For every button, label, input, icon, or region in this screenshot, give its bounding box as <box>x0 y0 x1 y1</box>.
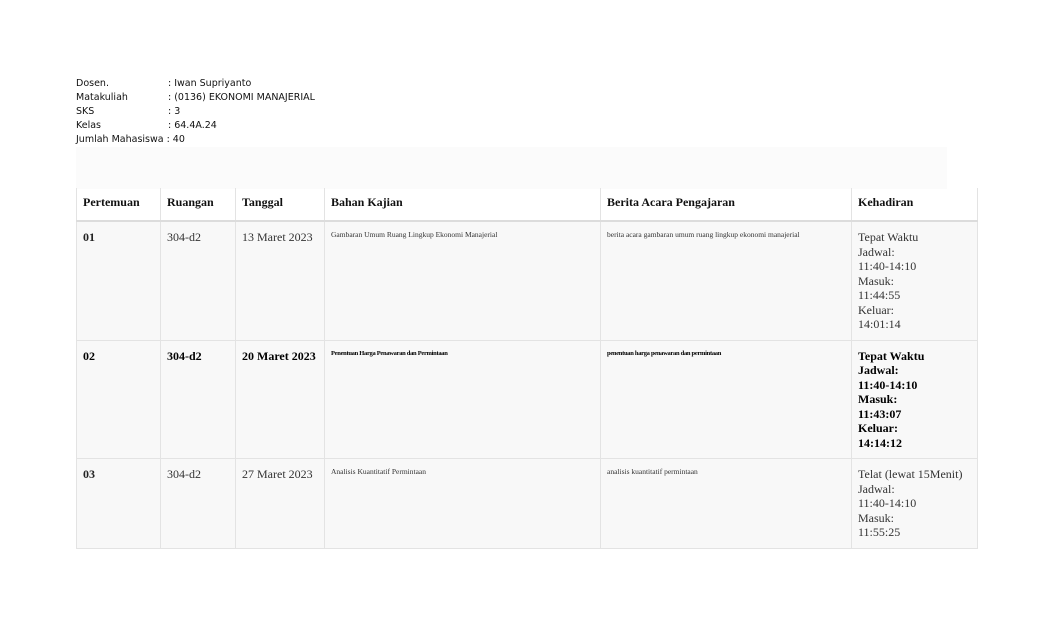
check-in-time: 11:55:25 <box>858 525 901 539</box>
cell-tanggal: 27 Maret 2023 <box>236 459 325 549</box>
schedule-label: Jadwal: <box>858 481 895 496</box>
schedule-label: Jadwal: <box>858 244 895 259</box>
check-out-time: 14:01:14 <box>858 317 901 331</box>
info-value: : Iwan Supriyanto <box>168 78 252 89</box>
check-in-label: Masuk: <box>858 392 898 406</box>
info-label: SKS <box>76 106 95 117</box>
schedule-time: 11:40-14:10 <box>858 496 917 510</box>
cell-pertemuan: 03 <box>77 459 161 549</box>
cell-pertemuan: 01 <box>77 221 161 340</box>
info-row-jumlah-mahasiswa <box>76 133 315 147</box>
info-row-dosen <box>76 77 315 91</box>
info-value: : (0136) EKONOMI MANAJERIAL <box>168 92 315 103</box>
table-row <box>77 221 978 340</box>
info-label: Dosen. <box>76 78 109 89</box>
attendance-status: Tepat Waktu <box>858 230 919 244</box>
col-header-pertemuan: Pertemuan <box>77 188 161 221</box>
attendance-status: Telat (lewat 15Menit) <box>858 467 963 481</box>
attendance-table <box>76 188 978 549</box>
col-header-kehadiran: Kehadiran <box>852 188 978 221</box>
table-row <box>77 340 978 459</box>
schedule-label: Jadwal: <box>858 363 899 377</box>
cell-tanggal: 20 Maret 2023 <box>236 340 325 459</box>
cell-berita-acara: penentuan harga penawaran dan permintaan <box>601 340 852 459</box>
check-in-time: 11:44:55 <box>858 288 901 302</box>
check-in-label: Masuk: <box>858 273 894 288</box>
check-out-label: Keluar: <box>858 302 894 317</box>
col-header-tanggal: Tanggal <box>236 188 325 221</box>
cell-ruangan: 304-d2 <box>161 340 236 459</box>
cell-bahan-kajian: Penentuan Harga Penawaran dan Permintaan <box>325 340 601 459</box>
cell-pertemuan: 02 <box>77 340 161 459</box>
cell-kehadiran <box>852 221 978 340</box>
check-in-time: 11:43:07 <box>858 406 902 421</box>
info-label: Matakuliah <box>76 92 128 103</box>
cell-kehadiran <box>852 459 978 549</box>
info-value: : 40 <box>166 134 185 145</box>
col-header-ruangan: Ruangan <box>161 188 236 221</box>
schedule-time: 11:40-14:10 <box>858 377 918 392</box>
info-label: Jumlah Mahasiswa <box>76 134 164 145</box>
info-value: : 3 <box>168 106 181 117</box>
info-row-matakuliah <box>76 91 315 105</box>
info-row-sks <box>76 105 315 119</box>
check-out-time: 14:14:12 <box>858 435 902 450</box>
col-header-bahan-kajian: Bahan Kajian <box>325 188 601 221</box>
schedule-time: 11:40-14:10 <box>858 259 917 273</box>
cell-bahan-kajian: Gambaran Umum Ruang Lingkup Ekonomi Manajerial <box>325 221 601 340</box>
cell-ruangan: 304-d2 <box>161 459 236 549</box>
cell-berita-acara: berita acara gambaran umum ruang lingkup ekonomi manajerial <box>601 221 852 340</box>
check-out-label: Keluar: <box>858 421 898 435</box>
course-info <box>76 77 315 147</box>
table-row <box>77 459 978 549</box>
col-header-berita-acara: Berita Acara Pengajaran <box>601 188 852 221</box>
cell-tanggal: 13 Maret 2023 <box>236 221 325 340</box>
info-label: Kelas <box>76 120 102 131</box>
cell-kehadiran <box>852 340 978 459</box>
cell-ruangan: 304-d2 <box>161 221 236 340</box>
cell-bahan-kajian: Analisis Kuantitatif Permintaan <box>325 459 601 549</box>
check-in-label: Masuk: <box>858 510 894 525</box>
info-row-kelas <box>76 119 315 133</box>
cell-berita-acara: analisis kuantitatif permintaan <box>601 459 852 549</box>
table-header-row <box>77 188 978 221</box>
header-band <box>76 147 947 189</box>
attendance-status: Tepat Waktu <box>858 348 925 363</box>
info-value: : 64.4A.24 <box>168 120 217 131</box>
